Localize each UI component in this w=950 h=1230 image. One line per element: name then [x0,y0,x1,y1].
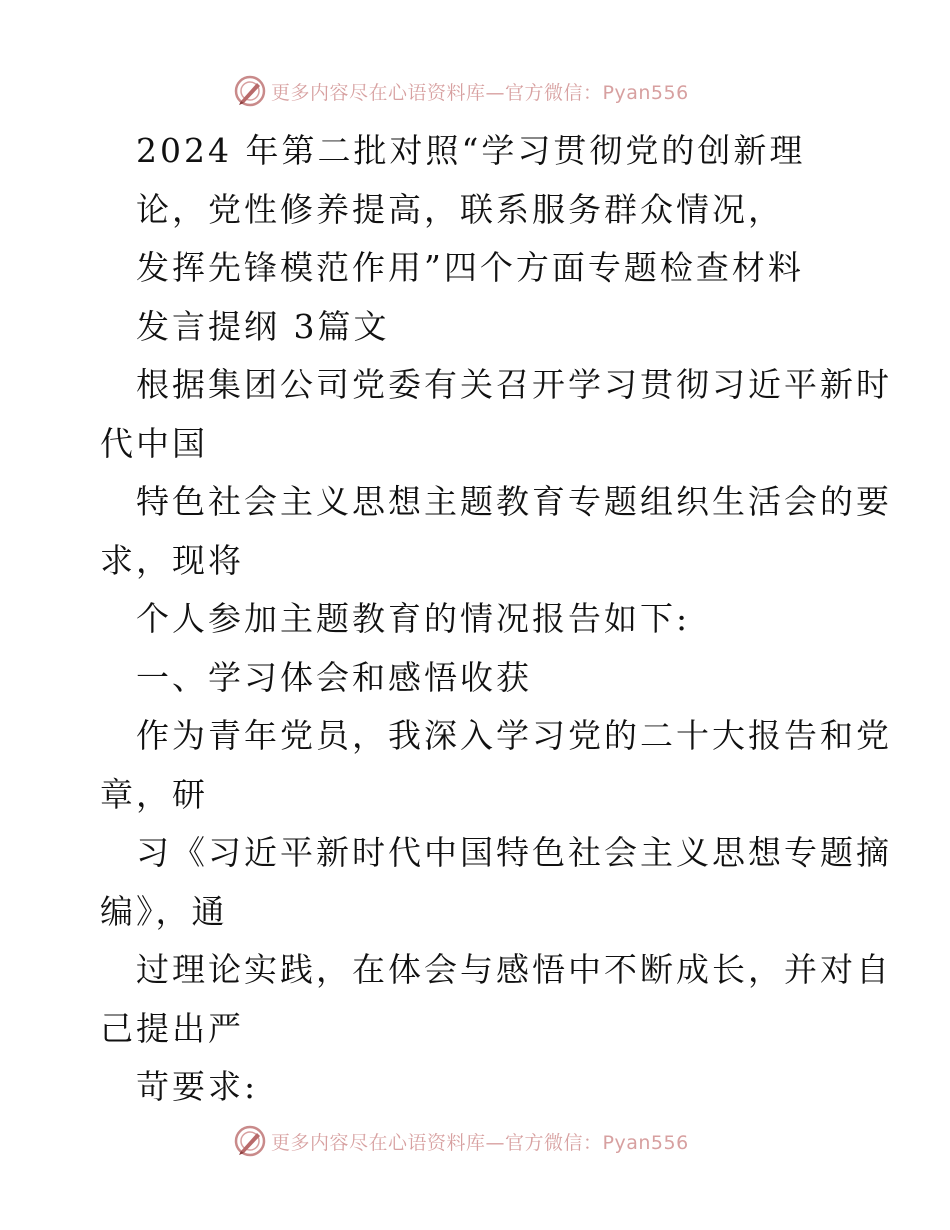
title-line: 发言提纲 3篇文 [136,306,390,346]
paragraph-line: 己提出严 [100,1008,244,1048]
document-body [100,122,892,1117]
paragraph-line: 章，研 [100,774,208,814]
watermark-text: 更多内容尽在心语资料库—官方微信：Pyan556 [271,81,689,104]
paragraph-line: 代中国 [100,423,208,463]
section-heading: 一、学习体会和感悟收获 [136,657,532,697]
paragraph-line: 苛要求: [136,1067,259,1106]
paragraph-line: 习《习近平新时代中国特色社会主义思想专题摘 [136,833,892,872]
watermark-footer [233,1124,689,1158]
watermark-text: 更多内容尽在心语资料库—官方微信：Pyan556 [271,1131,689,1154]
paragraph-line: 个人参加主题教育的情况报告如下: [136,599,691,638]
watermark-header [233,74,689,108]
paragraph-line: 特色社会主义思想主题教育专题组织生活会的要 [136,482,892,521]
pen-logo-icon [233,74,267,108]
pen-logo-icon [233,1124,267,1158]
title-line: 发挥先锋模范作用”四个方面专题检查材料 [136,248,804,287]
paragraph-line: 根据集团公司党委有关召开学习贯彻习近平新时 [136,365,892,404]
paragraph-line: 作为青年党员，我深入学习党的二十大报告和党 [136,716,892,755]
title-line: 论，党性修养提高，联系服务群众情况， [136,189,784,229]
paragraph-line: 过理论实践，在体会与感悟中不断成长，并对自 [136,950,892,989]
paragraph-line: 求，现将 [100,540,244,580]
paragraph-line: 编》，通 [100,891,228,931]
title-line: 2024 年第二批对照“学习贯彻党的创新理 [136,131,806,170]
